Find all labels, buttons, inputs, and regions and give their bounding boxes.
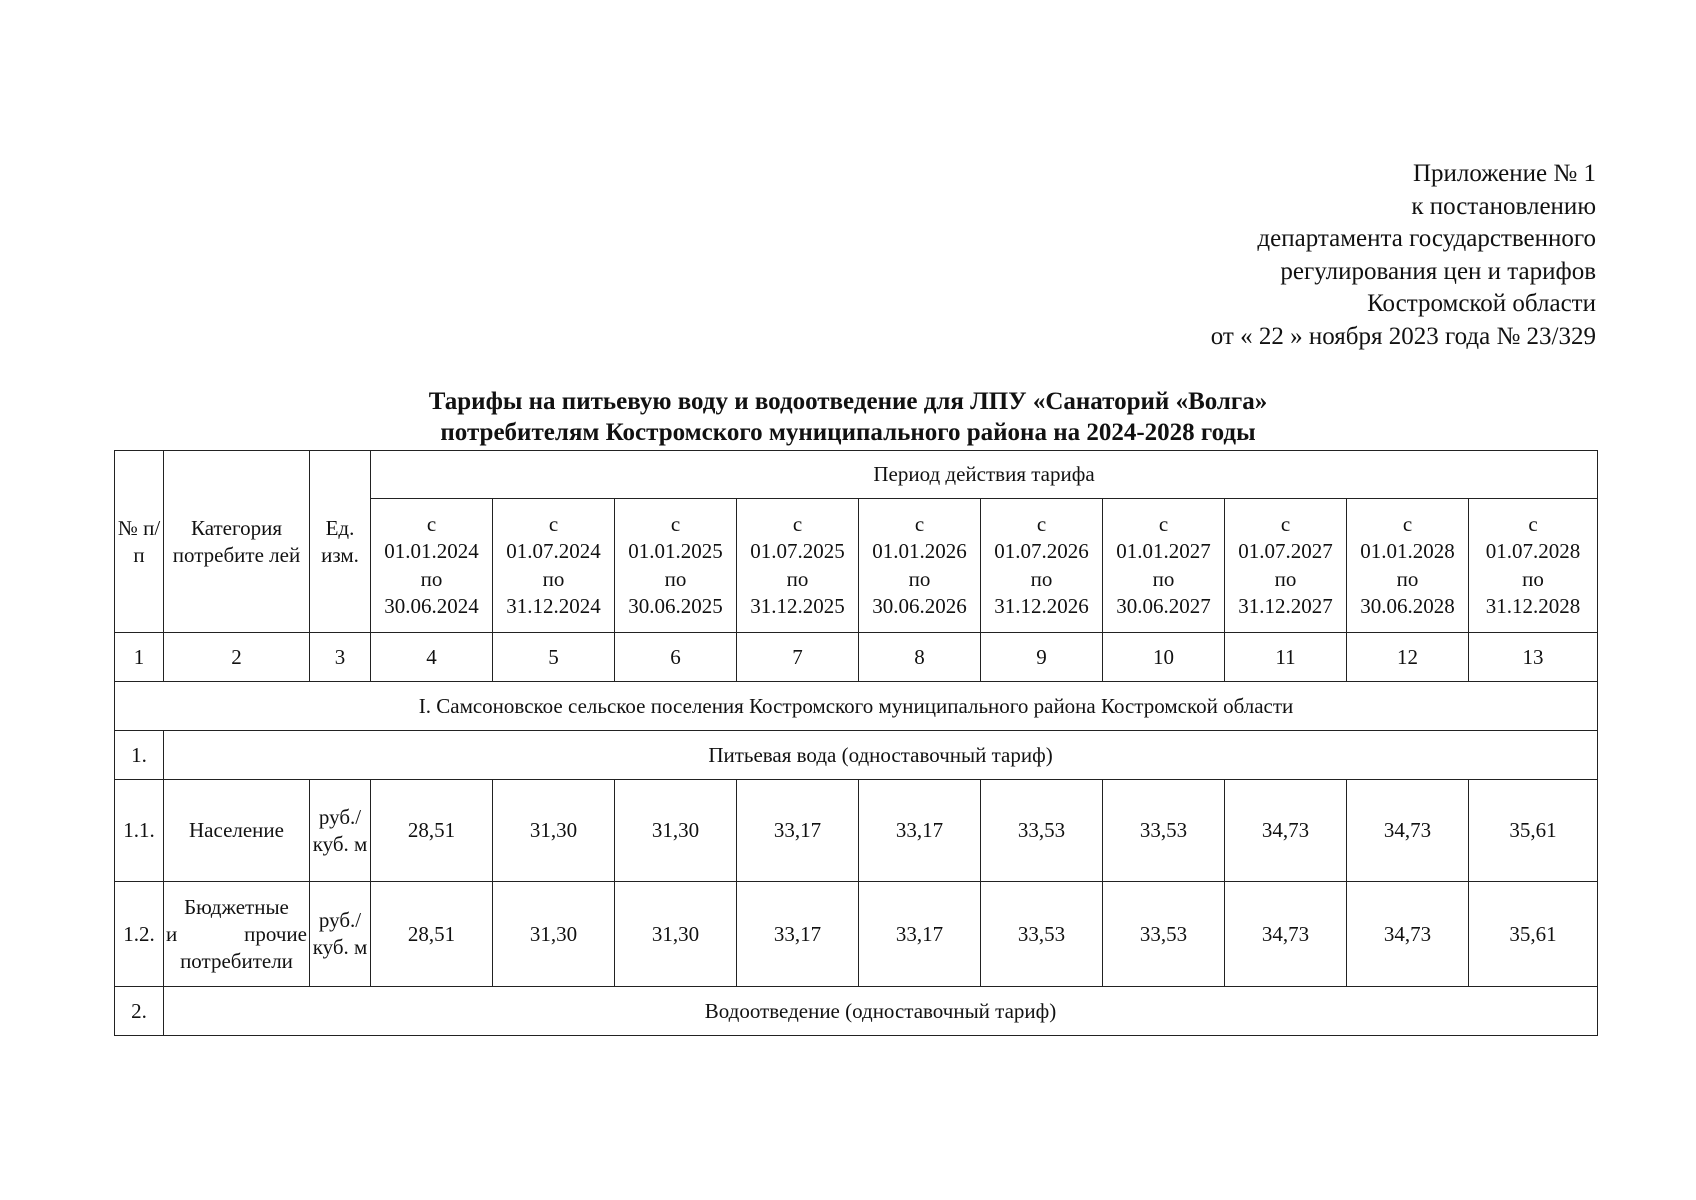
column-number: 2 — [164, 633, 310, 682]
column-number: 6 — [615, 633, 737, 682]
tariff-value: 33,17 — [859, 882, 981, 987]
tariff-value: 33,53 — [981, 780, 1103, 882]
row-category — [164, 882, 310, 987]
tariff-value: 33,53 — [981, 882, 1103, 987]
tariff-value: 31,30 — [493, 882, 615, 987]
appendix-line-6: от « 22 » ноября 2023 года № 23/329 — [1210, 322, 1596, 350]
period-header: с 01.01.2024 по 30.06.2024 — [371, 499, 493, 633]
period-header: с 01.01.2027 по 30.06.2027 — [1103, 499, 1225, 633]
group-row-2 — [115, 987, 1598, 1036]
tariff-table — [114, 450, 1598, 1036]
column-number: 3 — [310, 633, 371, 682]
row-category-line: и прочие — [166, 921, 307, 946]
tariff-value: 28,51 — [371, 780, 493, 882]
row-unit: руб./ куб. м — [310, 882, 371, 987]
table-row — [115, 882, 1598, 987]
period-header: с 01.01.2025 по 30.06.2025 — [615, 499, 737, 633]
section-title: I. Самсоновское сельское поселения Костромского муниципального района Костромской области — [115, 682, 1598, 731]
period-header: с 01.07.2025 по 31.12.2025 — [737, 499, 859, 633]
appendix-block — [1211, 158, 1596, 353]
header-num: № п/п — [115, 451, 164, 633]
row-number: 1.1. — [115, 780, 164, 882]
tariff-value: 34,73 — [1347, 882, 1469, 987]
tariff-value: 34,73 — [1225, 780, 1347, 882]
tariff-value: 28,51 — [371, 882, 493, 987]
column-number: 12 — [1347, 633, 1469, 682]
column-number: 5 — [493, 633, 615, 682]
appendix-line-2: к постановлению — [1411, 192, 1596, 220]
table-row — [115, 780, 1598, 882]
column-number: 11 — [1225, 633, 1347, 682]
row-category: Население — [164, 780, 310, 882]
header-row-1 — [115, 451, 1598, 499]
tariff-value: 33,17 — [859, 780, 981, 882]
tariff-value: 31,30 — [615, 780, 737, 882]
row-number: 1.2. — [115, 882, 164, 987]
column-number: 7 — [737, 633, 859, 682]
column-number: 1 — [115, 633, 164, 682]
title-line-2: потребителям Костромского муниципального района на 2024-2028 годы — [440, 419, 1256, 446]
section-row — [115, 682, 1598, 731]
period-header: с 01.07.2026 по 31.12.2026 — [981, 499, 1103, 633]
group-row-1 — [115, 731, 1598, 780]
row-category-line: Бюджетные — [184, 894, 289, 919]
row-category-line: потребители — [180, 948, 293, 973]
period-header: с 01.07.2024 по 31.12.2024 — [493, 499, 615, 633]
column-number: 9 — [981, 633, 1103, 682]
appendix-line-5: Костромской области — [1367, 290, 1596, 317]
tariff-value: 33,53 — [1103, 780, 1225, 882]
tariff-value: 35,61 — [1469, 882, 1598, 987]
group-label: Питьевая вода (одноставочный тариф) — [164, 731, 1598, 780]
group-label: Водоотведение (одноставочный тариф) — [164, 987, 1598, 1036]
header-period: Период действия тарифа — [371, 451, 1598, 499]
appendix-line-1: Приложение № 1 — [1412, 160, 1596, 187]
column-number-row — [115, 633, 1598, 682]
group-number: 1. — [115, 731, 164, 780]
tariff-value: 34,73 — [1347, 780, 1469, 882]
column-number: 8 — [859, 633, 981, 682]
column-number: 10 — [1103, 633, 1225, 682]
tariff-value: 33,17 — [737, 780, 859, 882]
tariff-value: 33,17 — [737, 882, 859, 987]
title-line-1: Тарифы на питьевую воду и водоотведение для ЛПУ «Санаторий «Волга» — [428, 388, 1268, 415]
tariff-value: 33,53 — [1103, 882, 1225, 987]
appendix-line-4: регулирования цен и тарифов — [1280, 257, 1596, 285]
group-number: 2. — [115, 987, 164, 1036]
header-unit: Ед. изм. — [310, 451, 371, 633]
period-header: с 01.07.2027 по 31.12.2027 — [1225, 499, 1347, 633]
period-header: с 01.01.2026 по 30.06.2026 — [859, 499, 981, 633]
header-category: Категория потребите лей — [164, 451, 310, 633]
row-unit: руб./ куб. м — [310, 780, 371, 882]
tariff-value: 34,73 — [1225, 882, 1347, 987]
column-number: 4 — [371, 633, 493, 682]
document-title — [0, 386, 1696, 448]
tariff-value: 31,30 — [615, 882, 737, 987]
period-header: с 01.07.2028 по 31.12.2028 — [1469, 499, 1598, 633]
period-header: с 01.01.2028 по 30.06.2028 — [1347, 499, 1469, 633]
tariff-value: 31,30 — [493, 780, 615, 882]
tariff-value: 35,61 — [1469, 780, 1598, 882]
column-number: 13 — [1469, 633, 1598, 682]
appendix-line-3: департамента государственного — [1257, 225, 1596, 252]
